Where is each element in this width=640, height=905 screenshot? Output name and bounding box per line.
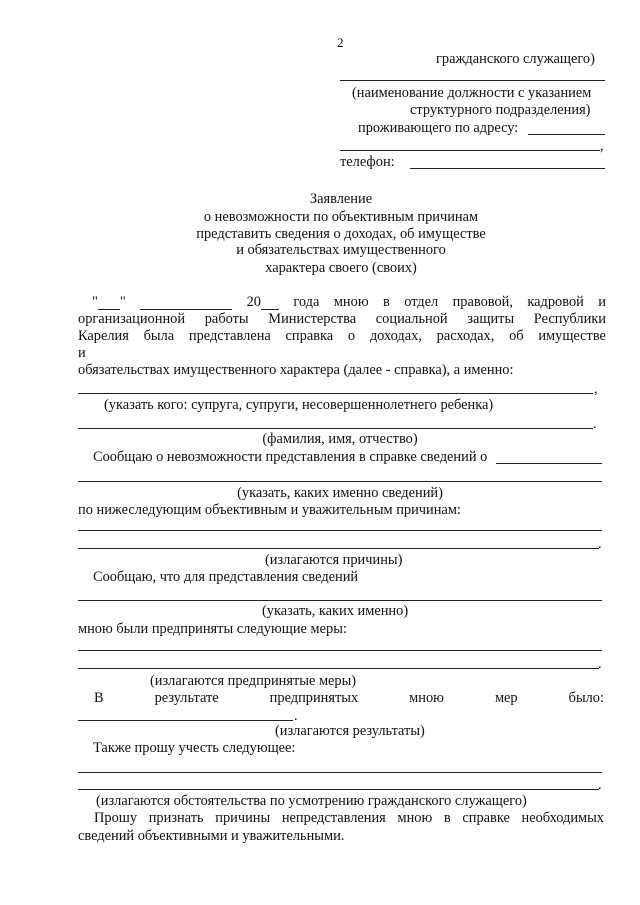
hint-fullname: (фамилия, имя, отчество): [262, 431, 418, 447]
title-line-5: характера своего (своих): [265, 260, 417, 276]
paragraph-1-line-3: Карелия была представлена справка о доходах, расходах, об имуществе: [78, 328, 606, 344]
day-field[interactable]: [98, 295, 120, 310]
paragraph-1-line-1: " " 20 года мною в отдел правовой, кадровой и: [92, 294, 606, 310]
results-line: В результате предпринятых мною мер было:: [94, 690, 605, 706]
period-3: .: [598, 656, 602, 672]
hint-circumstances: (излагаются обстоятельства по усмотрению гражданского служащего): [96, 793, 527, 809]
title-line-4: и обязательствах имущественного: [236, 242, 446, 258]
measures-field-2[interactable]: [78, 668, 599, 669]
month-field[interactable]: [140, 295, 232, 310]
header-line-4: проживающего по адресу:: [358, 120, 519, 136]
year-field[interactable]: [261, 295, 279, 310]
period-4: .: [294, 708, 298, 724]
measures-line: мною были предприняты следующие меры:: [78, 621, 347, 637]
also-line: Также прошу учесть следующее:: [93, 740, 296, 756]
header-line-2: (наименование должности с указанием: [352, 85, 592, 101]
address-field-2[interactable]: [340, 150, 600, 151]
measures-field-1[interactable]: [78, 650, 602, 651]
hint-whom: (указать кого: супруга, супруги, несовершеннолетнего ребенка): [104, 397, 494, 413]
results-field[interactable]: [78, 720, 293, 721]
reasons-line: по нижеследующим объективным и уважительным причинам:: [78, 502, 461, 518]
header-comma: ,: [600, 138, 604, 154]
hint-info: (указать, каких именно сведений): [237, 485, 443, 501]
relative-field[interactable]: [78, 393, 593, 394]
paragraph-1-line-4: и: [78, 345, 86, 361]
paragraph-1-line-2: организационной работы Министерства социальной защиты Республики: [78, 311, 606, 327]
also-field-2[interactable]: [78, 789, 599, 790]
reasons-field-2[interactable]: [78, 548, 599, 549]
header-line-3: структурного подразделения): [410, 102, 591, 118]
period-2: .: [598, 536, 602, 552]
page-number: 2: [337, 35, 344, 50]
info-field-2[interactable]: [78, 481, 602, 482]
address-field[interactable]: [528, 134, 605, 135]
final-line-1: Прошу признать причины непредставления мною в справке необходимых: [94, 810, 604, 826]
title-line-3: представить сведения о доходах, об имуществе: [196, 226, 486, 242]
which-field[interactable]: [78, 600, 602, 601]
period-1: .: [593, 416, 597, 432]
report-line: Сообщаю о невозможности представления в справке сведений о: [93, 449, 488, 465]
paragraph-1-line-5: обязательствах имущественного характера (далее - справка), а именно:: [78, 362, 514, 378]
hint-measures: (излагаются предпринятые меры): [150, 673, 357, 689]
title-line-2: о невозможности по объективным причинам: [203, 209, 479, 225]
phone-label: телефон:: [340, 154, 395, 170]
period-5: .: [598, 777, 602, 793]
phone-field[interactable]: [410, 168, 605, 169]
comma-1: ,: [594, 381, 598, 397]
fullname-field[interactable]: [78, 428, 593, 429]
final-line-2: сведений объективными и уважительными.: [78, 828, 345, 844]
title-line-1: Заявление: [309, 191, 373, 207]
hint-reasons: (излагаются причины): [265, 552, 403, 568]
report-2-line: Сообщаю, что для представления сведений: [93, 569, 359, 585]
info-field-1[interactable]: [496, 463, 602, 464]
reasons-field-1[interactable]: [78, 530, 602, 531]
header-rule-1: [340, 80, 605, 81]
also-field-1[interactable]: [78, 772, 602, 773]
hint-results: (излагаются результаты): [275, 723, 425, 739]
hint-which: (указать, каких именно): [262, 603, 409, 619]
header-line-1: гражданского служащего): [436, 51, 595, 67]
